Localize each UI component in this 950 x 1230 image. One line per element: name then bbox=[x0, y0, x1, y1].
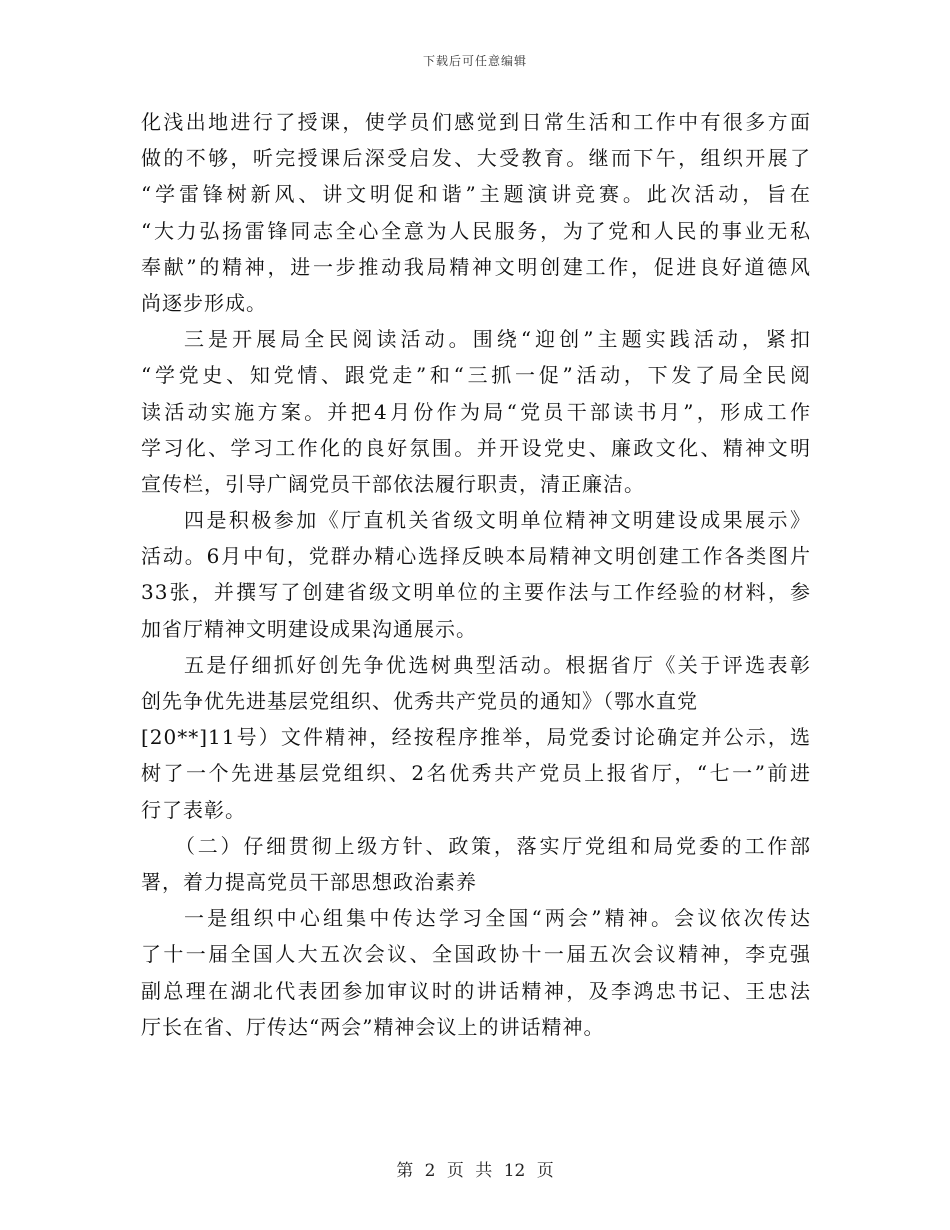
text-line: 化浅出地进行了授课，使学员们感觉到日常生活和工作中有很多方面 bbox=[141, 110, 811, 134]
text-line: 尚逐步形成。 bbox=[141, 290, 267, 315]
text-line: “学党史、知党情、跟党走”和“三抓一促”活动，下发了局全民阅 bbox=[141, 363, 811, 388]
section-heading-line: 署，着力提高党员干部思想政治素养 bbox=[141, 869, 477, 894]
text-line: 宣传栏，引导广阔党员干部依法履行职责，清正廉洁。 bbox=[141, 471, 645, 496]
text-line: 创先争优先进基层党组织、优秀共产党员的通知》（鄂水直党 bbox=[141, 689, 698, 713]
page-number: 第 2 页 共 12 页 bbox=[396, 1161, 554, 1181]
text-line: 33张，并撰写了创建省级文明单位的主要作法与工作经验的材料，参 bbox=[141, 580, 811, 605]
text-line: “学雷锋树新风、讲文明促和谐”主题演讲竞赛。此次活动，旨在 bbox=[141, 182, 811, 207]
text-line: 加省厅精神文明建设成果沟通展示。 bbox=[141, 616, 477, 641]
text-line: 副总理在湖北代表团参加审议时的讲话精神，及李鸿忠书记、王忠法 bbox=[141, 978, 811, 1003]
text-line: 厅长在省、厅传达“两会”精神会议上的讲话精神。 bbox=[141, 1014, 605, 1039]
text-line: 三是开展局全民阅读活动。围绕“迎创”主题实践活动，紧扣 bbox=[184, 327, 811, 352]
text-line: 了十一届全国人大五次会议、全国政协十一届五次会议精神，李克强 bbox=[141, 942, 811, 967]
text-line: 行了表彰。 bbox=[141, 797, 246, 822]
text-line: “大力弘扬雷锋同志全心全意为人民服务，为了党和人民的事业无私 bbox=[141, 218, 811, 243]
text-line: 奉献”的精神，进一步推动我局精神文明创建工作，促进良好道德风 bbox=[141, 254, 811, 279]
text-line: 一是组织中心组集中传达学习全国“两会”精神。会议依次传达 bbox=[184, 906, 811, 931]
text-line: 学习化、学习工作化的良好氛围。并开设党史、廉政文化、精神文明 bbox=[141, 435, 811, 460]
text-line: 活动。6月中旬，党群办精心选择反映本局精神文明创建工作各类图片 bbox=[141, 544, 811, 569]
text-line: 做的不够，听完授课后深受启发、大受教育。继而下午，组织开展了 bbox=[141, 146, 811, 171]
text-line: 读活动实施方案。并把4月份作为局“党员干部读书月”，形成工作 bbox=[141, 399, 811, 424]
section-heading-line: （二）仔细贯彻上级方针、政策，落实厅党组和局党委的工作部 bbox=[175, 833, 811, 858]
page-header-note: 下载后可任意编辑 bbox=[422, 54, 527, 68]
text-line: [20**]11号）文件精神，经按程序推举，局党委讨论确定并公示，选 bbox=[141, 725, 811, 750]
text-line: 四是积极参加《厅直机关省级文明单位精神文明建设成果展示》 bbox=[184, 508, 811, 533]
text-line: 五是仔细抓好创先争优选树典型活动。根据省厅《关于评选表彰 bbox=[184, 652, 811, 677]
text-line: 树了一个先进基层党组织、2名优秀共产党员上报省厅，“七一”前进 bbox=[141, 761, 811, 786]
document-body bbox=[141, 104, 811, 1045]
